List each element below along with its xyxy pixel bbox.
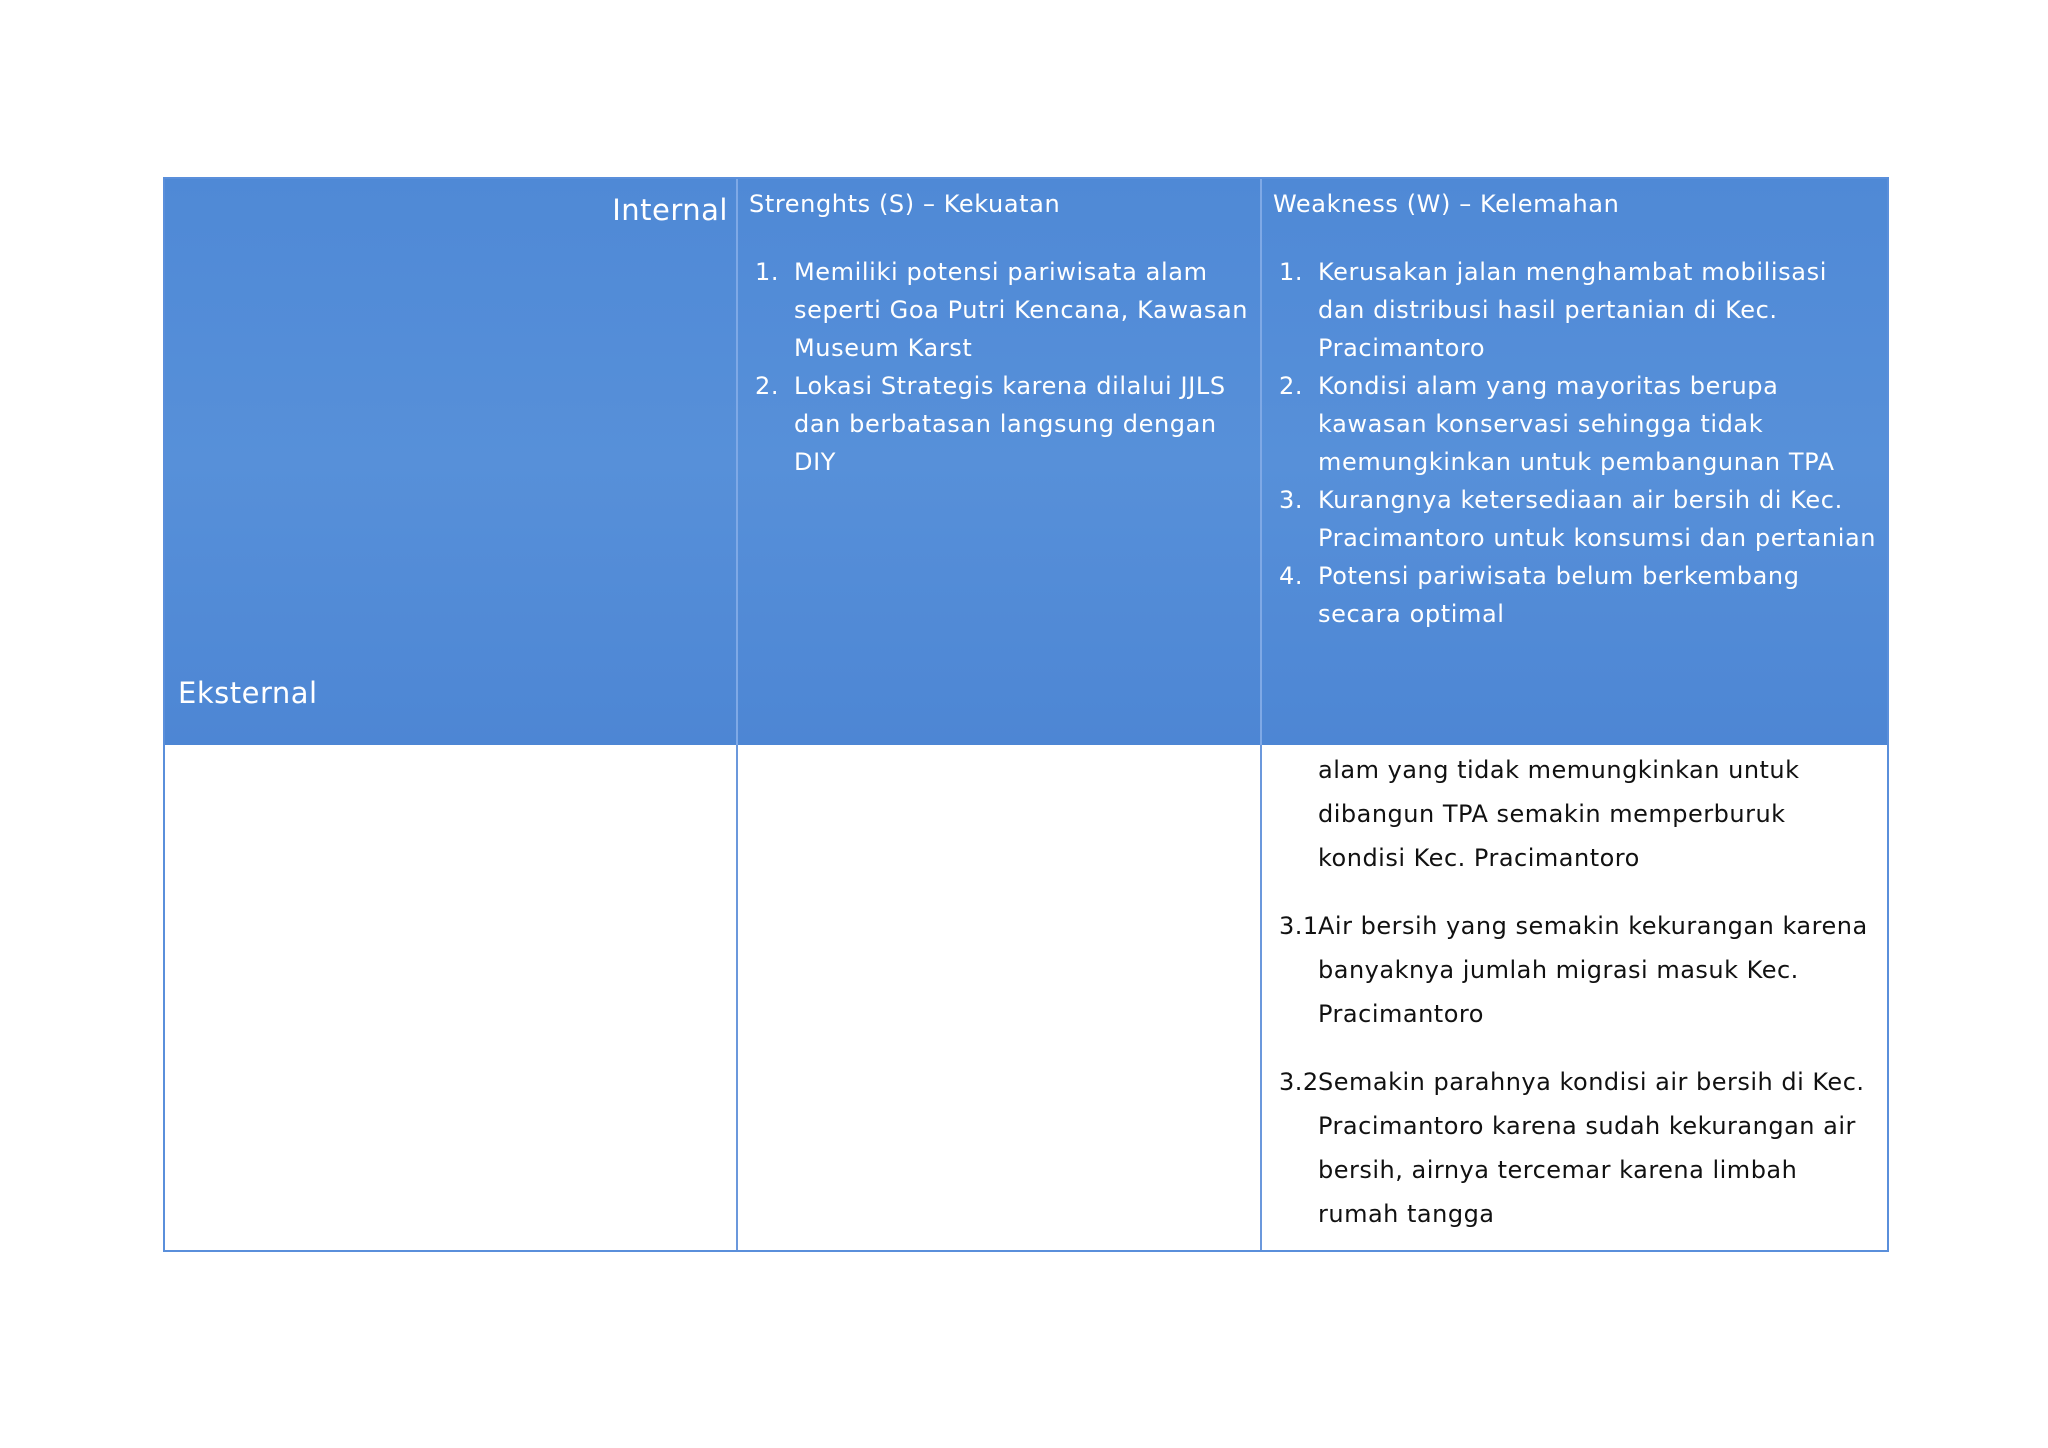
table-body-row [165,745,1887,1250]
swot-matrix-table [163,177,1889,1252]
continuation-fragment: alam yang tidak memungkinkan untuk dibangun TPA semakin memperburuk kondisi Kec. Pracimantoro [1318,756,1800,872]
list-number: 1. [755,258,780,286]
continuation-item [1279,904,1879,1036]
list-item [755,367,1265,481]
weakness-continuation [1279,745,1879,1236]
list-number: 4. [1279,562,1304,590]
list-number: 2. [755,372,780,400]
item-number: 3.1 [1279,912,1319,940]
continuation-item [1279,1060,1879,1236]
column-divider [1260,745,1262,1250]
list-text: Kurangnya ketersediaan air bersih di Kec. Pracimantoro untuk konsumsi dan pertanian [1318,486,1877,552]
weakness-heading: Weakness (W) – Kelemahan [1273,190,1620,218]
item-text: Air bersih yang semakin kekurangan karena banyaknya jumlah migrasi masuk Kec. Pracimantoro [1318,912,1868,1028]
strengths-list [755,253,1265,481]
list-number: 2. [1279,372,1304,400]
list-item [1279,253,1879,367]
list-item [1279,367,1879,481]
column-divider [736,745,738,1250]
list-number: 3. [1279,486,1304,514]
list-text: Kerusakan jalan menghambat mobilisasi dan distribusi hasil pertanian di Kec. Pracimantoro [1318,258,1827,362]
table-header-row [165,179,1887,745]
list-item [755,253,1265,367]
item-text: Semakin parahnya kondisi air bersih di Kec. Pracimantoro karena sudah kekurangan air bersih, airnya tercemar karena limbah rumah tangga [1318,1068,1865,1228]
item-number: 3.2 [1279,1068,1319,1096]
list-text: Kondisi alam yang mayoritas berupa kawasan konservasi sehingga tidak memungkinkan untuk pembangunan TPA [1318,372,1835,476]
list-text: Lokasi Strategis karena dilalui JJLS dan berbatasan langsung dengan DIY [794,372,1226,476]
corner-label-internal: Internal [612,193,728,227]
strengths-heading: Strenghts (S) – Kekuatan [749,190,1061,218]
corner-label-external: Eksternal [178,676,318,710]
weakness-list [1279,253,1879,633]
list-item [1279,557,1879,633]
list-text: Memiliki potensi pariwisata alam seperti Goa Putri Kencana, Kawasan Museum Karst [794,258,1249,362]
list-number: 1. [1279,258,1304,286]
list-item [1279,481,1879,557]
list-text: Potensi pariwisata belum berkembang secara optimal [1318,562,1800,628]
column-divider [736,179,738,745]
